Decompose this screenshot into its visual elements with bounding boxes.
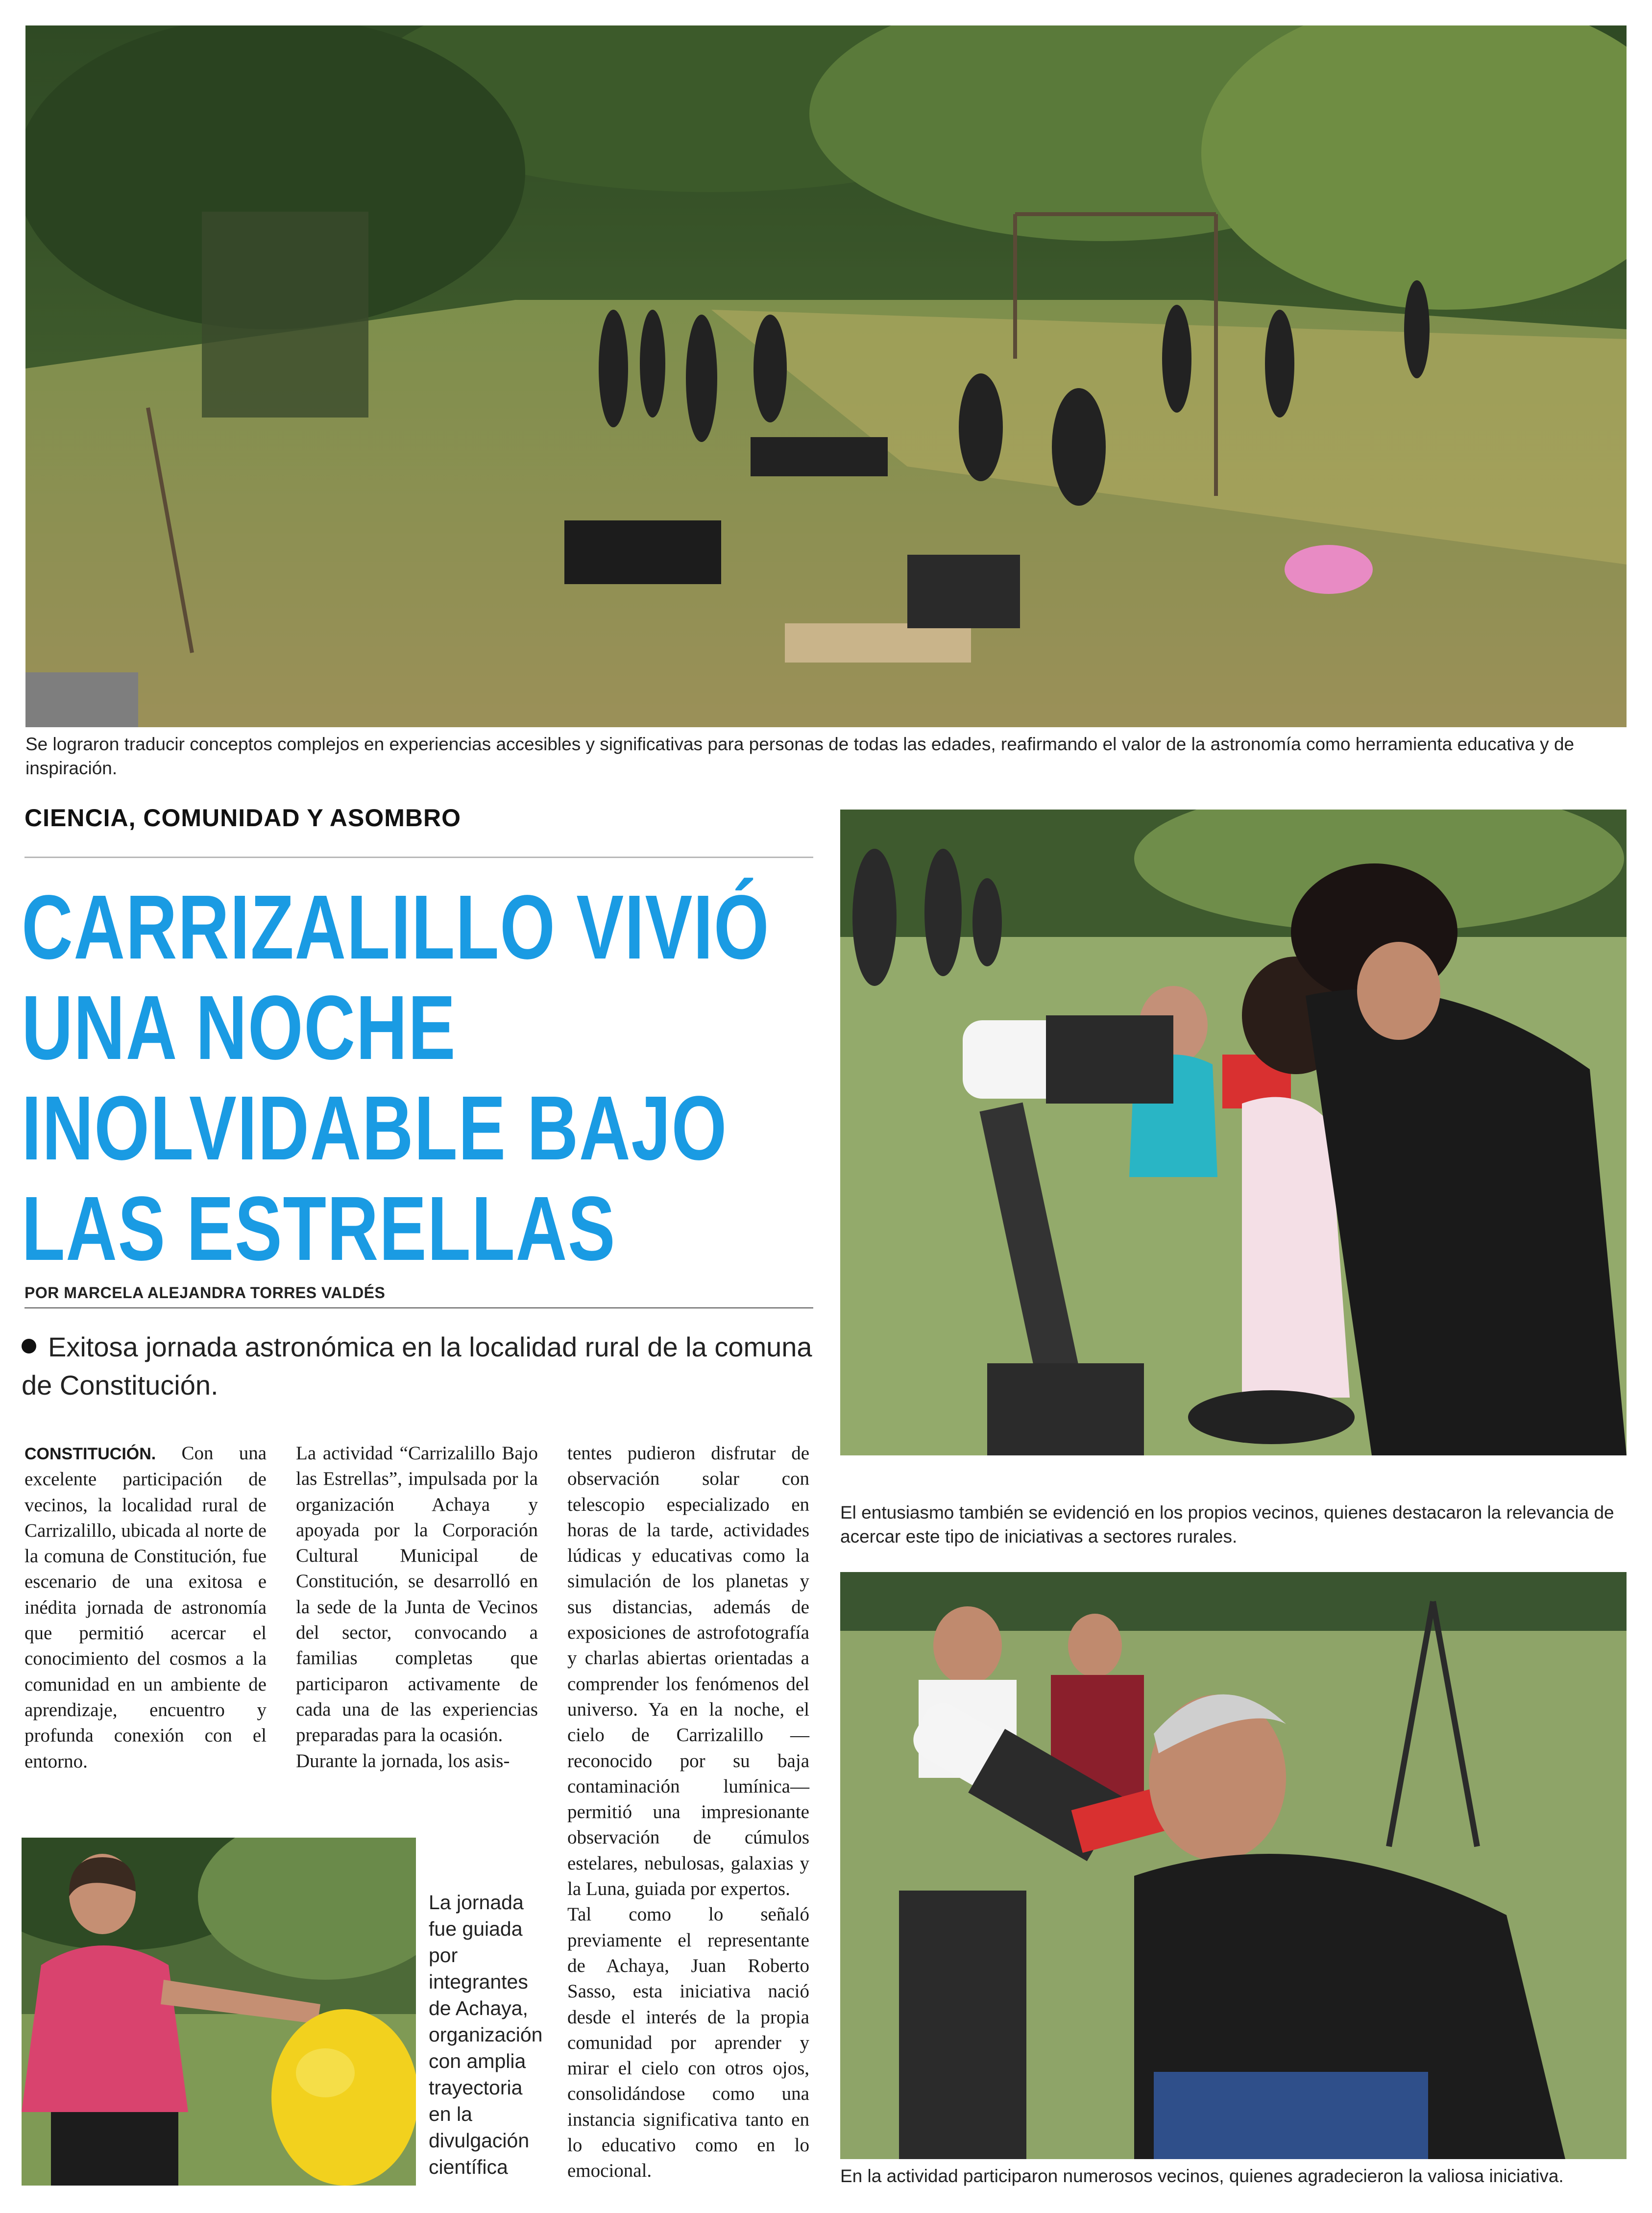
headline-line: LAS ESTRELLAS — [22, 1178, 616, 1279]
kicker-divider — [24, 857, 813, 858]
photo-caption-inset: La jornada fue guiada por integrantes de Achaya, organización con amplia trayectoria en la divulgación científica — [429, 1891, 543, 2178]
column-2-paragraph: Durante la jornada, los asis- — [296, 1750, 510, 1771]
lead-summary — [22, 1328, 815, 1404]
column-2-paragraph: La actividad “Carrizalillo Bajo las Estrellas”, impulsada por la organización Achaya y apoyada por la Corporación Cultural Municipal de Constitución, se desarrolló en la sede de la Junta de Vecinos del sector, convocando a familias completas que participaron activamente de cada una de las experiencias preparadas para la ocasión. — [296, 1443, 538, 1746]
article-column-3 — [567, 1441, 809, 2184]
photo-caption-right-top: El entusiasmo también se evidenció en los propios vecinos, quienes destacaron la relevancia de acercar este tipo de iniciativas a sectores rurales. — [840, 1502, 1614, 1547]
byline-divider — [24, 1307, 813, 1308]
headline — [22, 877, 770, 1279]
photo-man-at-telescope — [840, 1572, 1627, 2159]
section-kicker: CIENCIA, COMUNIDAD Y ASOMBRO — [24, 804, 462, 832]
column-1-text: Con una excelente participación de vecinos, la localidad rural de Carrizalillo, ubicada al norte de la comuna de Constitución, fue escenario de una exitosa e inédita jornada de astronomía que permitió acercar el conocimiento del cosmos a la comunidad en un ambiente de aprendizaje, encuentro y profunda conexión con el entorno. — [24, 1443, 267, 1772]
bullet-icon — [22, 1339, 36, 1353]
article-column-2 — [296, 1441, 538, 1774]
photo-caption-right-bottom: En la actividad participaron numerosos vecinos, quienes agradecieron la valiosa iniciativa. — [840, 2166, 1564, 2186]
byline: POR MARCELA ALEJANDRA TORRES VALDÉS — [24, 1284, 386, 1302]
column-3-paragraph: Tal como lo señaló previamente el representante de Achaya, Juan Roberto Sasso, esta iniciativa nació desde el interés de la propia comunidad por aprender y mirar el cielo con otros ojos, consolidándose como una instancia significativa tanto en lo educativo como en lo emocional. — [567, 1904, 809, 2182]
headline-line: INOLVIDABLE BAJO — [22, 1078, 728, 1179]
photo-guide-with-sun-model — [22, 1838, 416, 2186]
lead-text: Exitosa jornada astronómica en la localidad rural de la comuna de Constitución. — [22, 1331, 812, 1401]
photo-community-gathering — [25, 25, 1627, 727]
column-3-paragraph: tentes pudieron disfrutar de observación solar con telescopio especializado en horas de la tarde, actividades lúdicas y educativas como la simulación de los planetas y sus distancias, además de exposiciones de astrofotografía y charlas abiertas orientadas a comprender los fenómenos del universo. Ya en la noche, el cielo de Carrizalillo —reconocido por su baja contaminación lumínica— permitió una impresionante observación de cúmulos estelares, nebulosas, galaxias y la Luna, guiada por expertos. — [567, 1443, 809, 1900]
headline-line: UNA NOCHE — [22, 977, 457, 1079]
dateline: CONSTITUCIÓN. — [24, 1445, 156, 1463]
photo-child-at-telescope — [840, 810, 1627, 1455]
photo-caption-top: Se lograron traducir conceptos complejos en experiencias accesibles y significativas para personas de todas las edades, reafirmando el valor de la astronomía como herramienta educativa y de inspiración. — [25, 734, 1575, 778]
article-column-1 — [24, 1441, 267, 1774]
headline-line: CARRIZALILLO VIVIÓ — [22, 877, 770, 978]
